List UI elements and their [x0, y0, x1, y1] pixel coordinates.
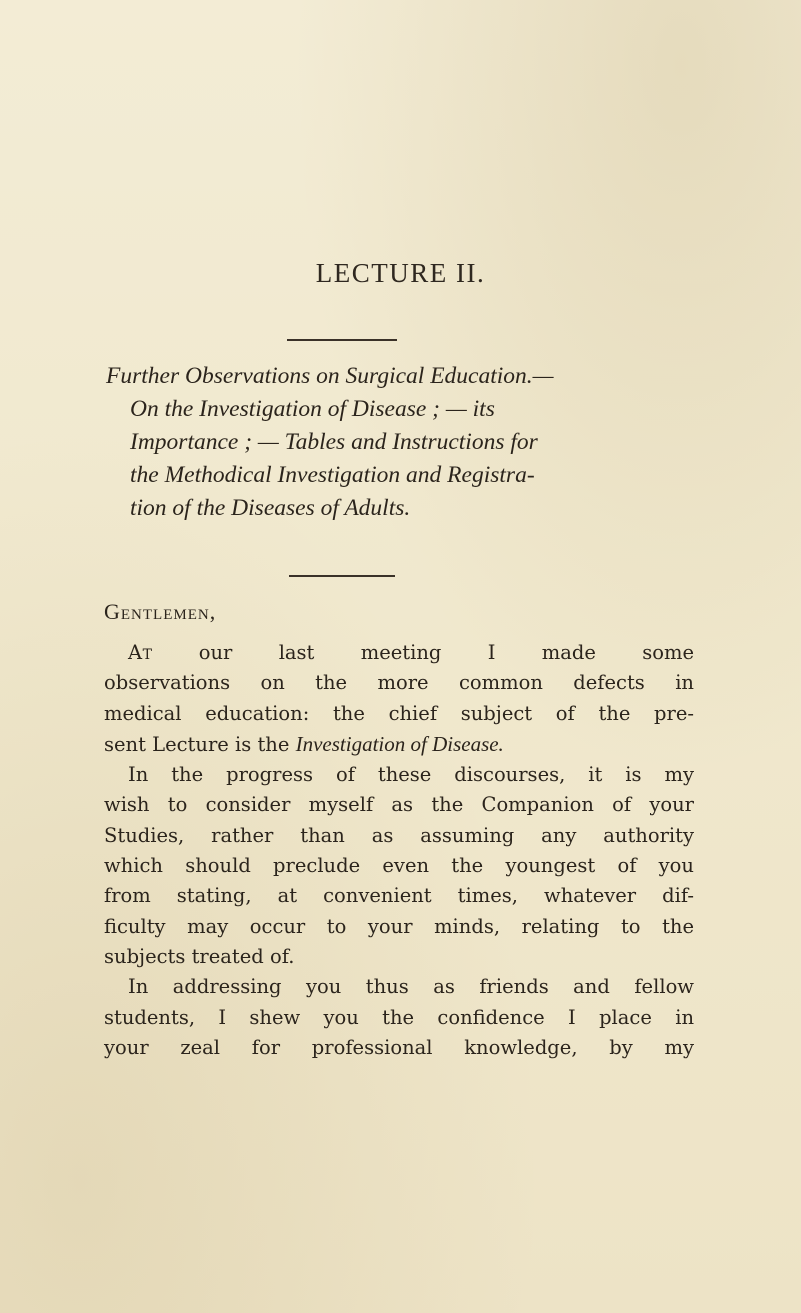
body-line: wish to consider myself as the Companion of your: [104, 793, 694, 817]
lecture-body: [104, 638, 694, 1063]
body-line: observations on the more common defects in: [104, 671, 694, 695]
summary-line: the Methodical Investigation and Registra-: [130, 462, 535, 488]
summary-line: Further Observations on Surgical Education.—: [106, 363, 554, 389]
lecture-summary: [106, 360, 666, 525]
body-line-text: sent Lecture is the: [104, 732, 296, 756]
salutation: Gentlemen,: [104, 599, 217, 624]
body-line: students, I shew you the confidence I place in: [104, 1005, 694, 1029]
body-line: ficulty may occur to your minds, relating to the: [104, 914, 694, 938]
body-line-text: our last meeting I made some: [152, 641, 694, 664]
top-divider-rule: [287, 339, 397, 341]
body-line: In addressing you thus as friends and fellow: [128, 975, 694, 999]
lecture-heading: LECTURE II.: [315, 258, 486, 288]
body-line: medical education: the chief subject of the pre-: [104, 701, 694, 725]
body-line: subjects treated of.: [104, 944, 295, 968]
body-line: from stating, at convenient times, whatever dif-: [104, 884, 694, 908]
bottom-divider-rule: [289, 575, 395, 577]
body-line: Studies, rather than as assuming any authority: [104, 823, 694, 847]
first-word: At: [128, 641, 153, 664]
summary-line: tion of the Diseases of Adults.: [130, 495, 411, 521]
summary-line: Importance ; — Tables and Instructions for: [130, 429, 538, 455]
body-line: your zeal for professional knowledge, by my: [104, 1035, 694, 1059]
body-line: [104, 638, 694, 668]
emphasis-text: Investigation of Disease.: [295, 731, 504, 756]
body-line: [104, 729, 694, 760]
body-line: which should preclude even the youngest of you: [104, 854, 694, 878]
summary-line: On the Investigation of Disease ; — its: [130, 396, 495, 422]
body-line: In the progress of these discourses, it is my: [128, 763, 694, 787]
